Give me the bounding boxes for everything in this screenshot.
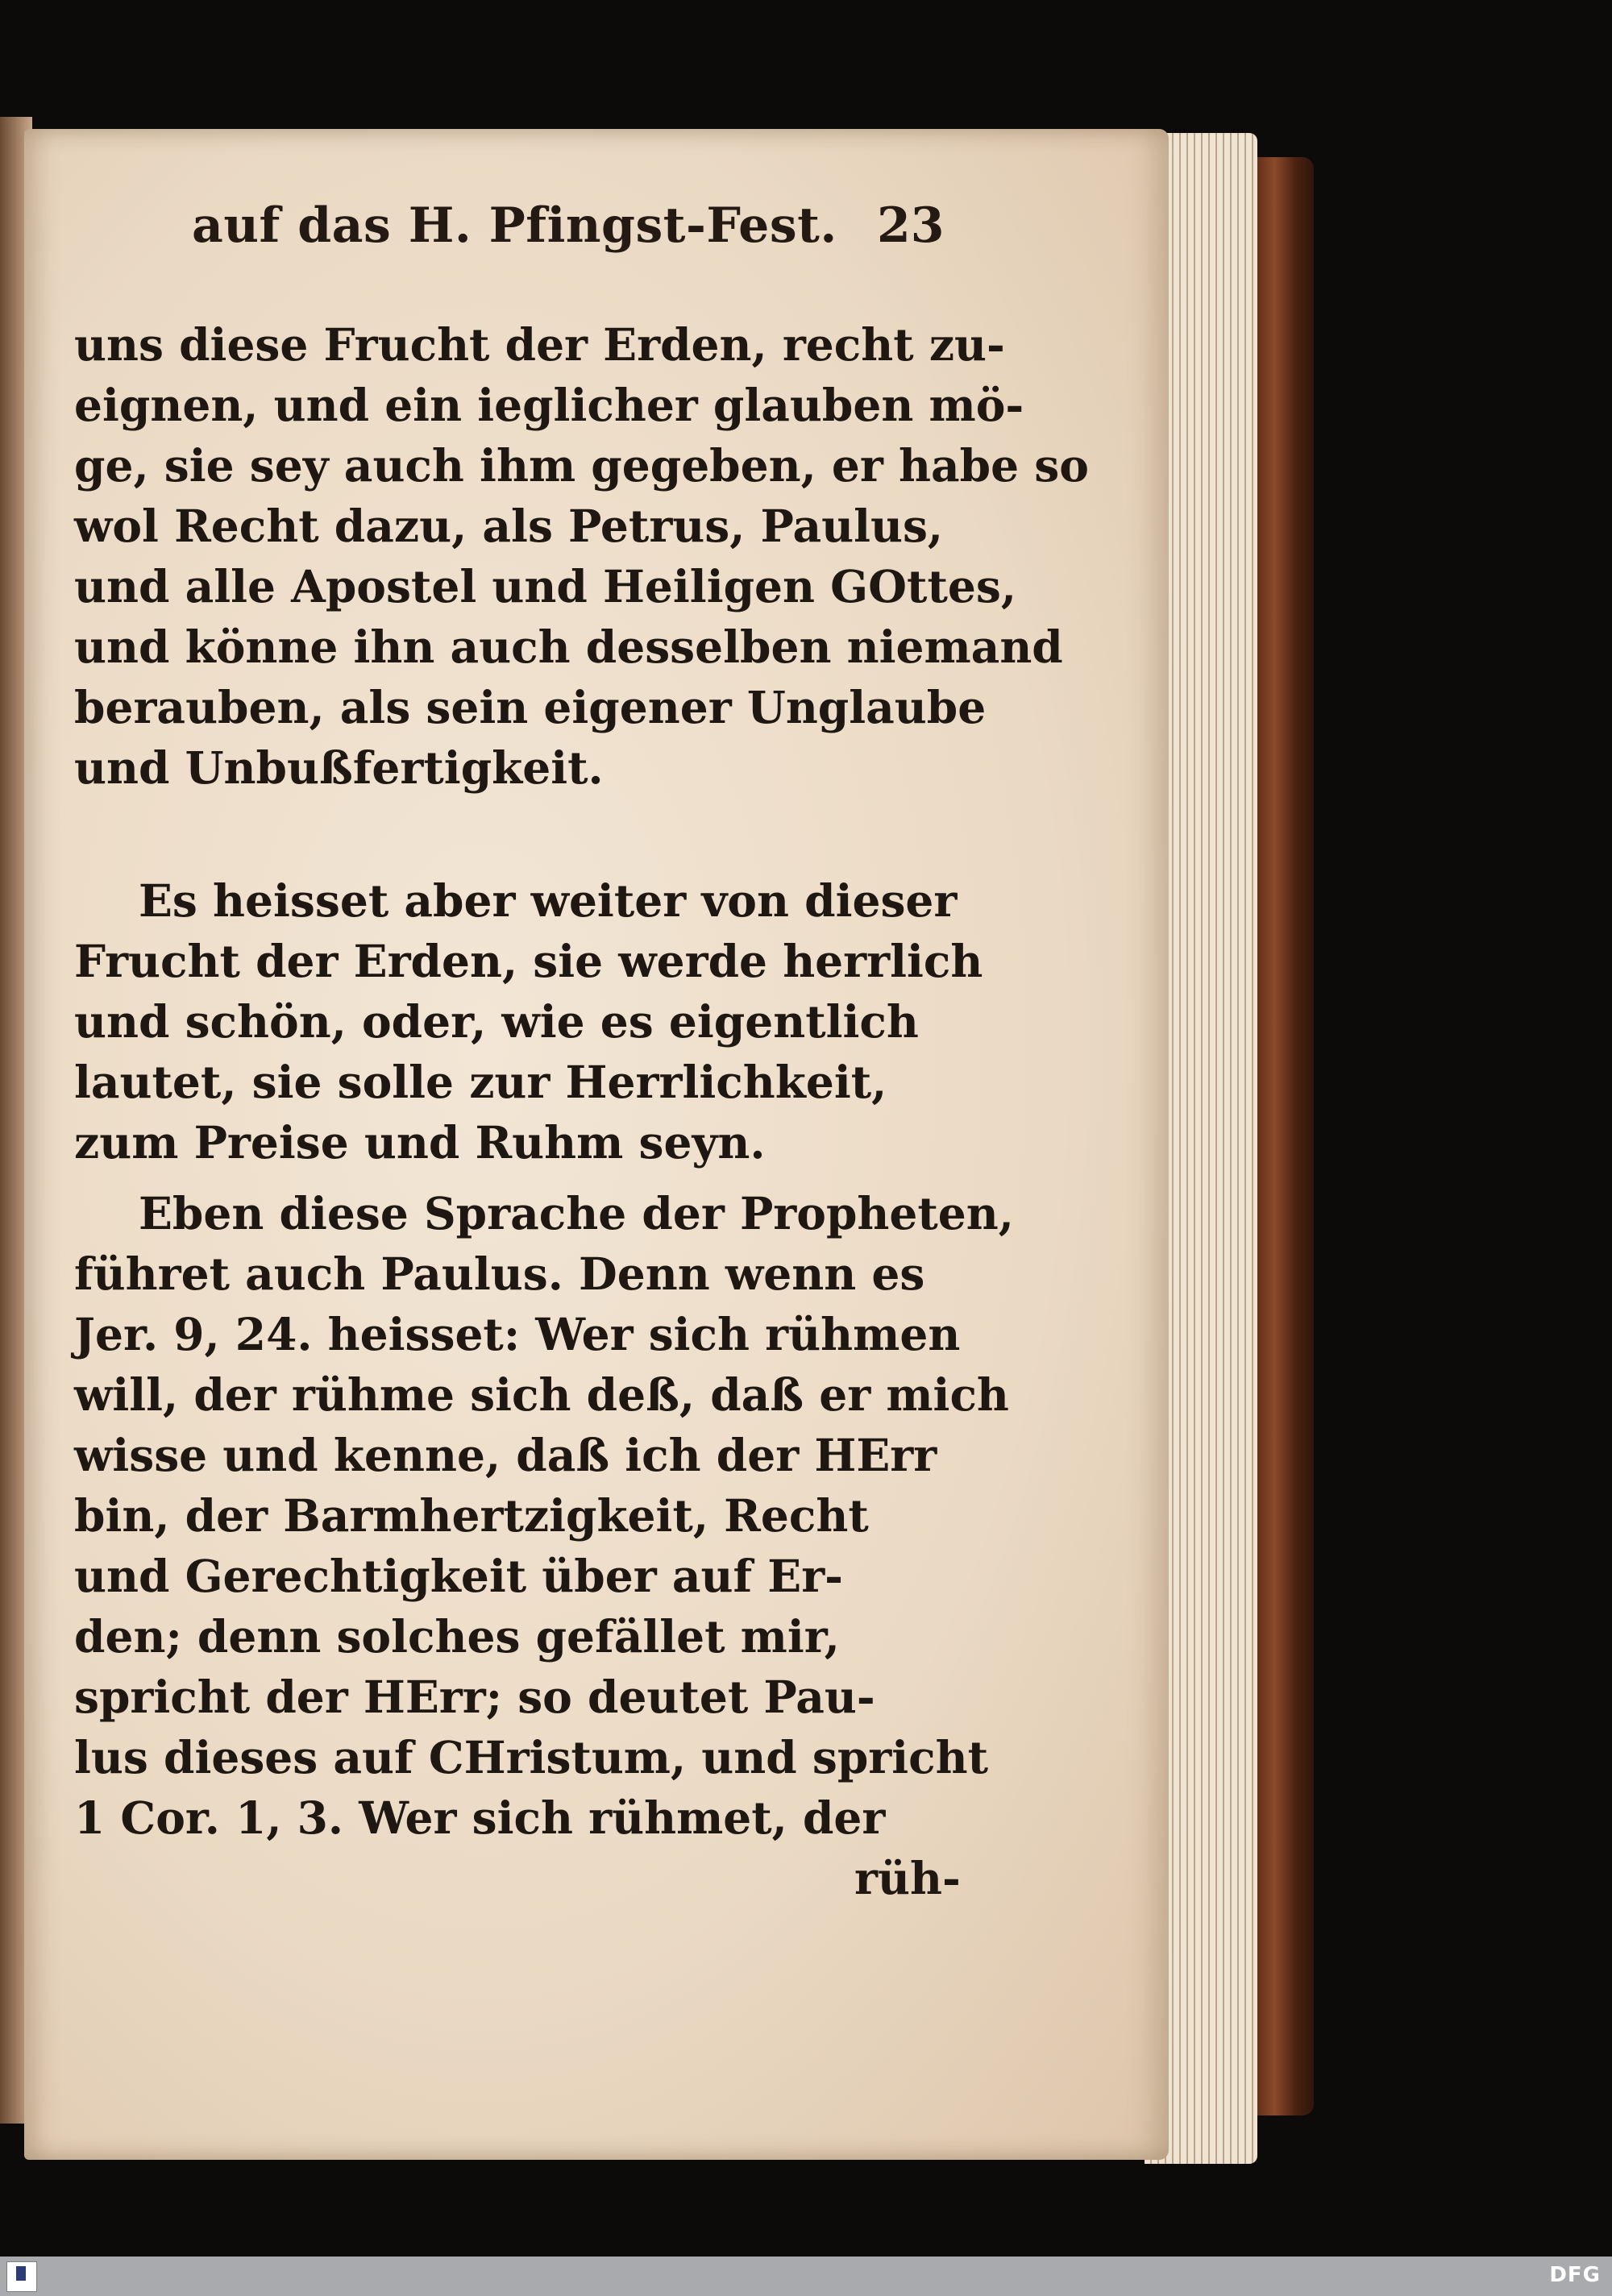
text-line: eignen, und ein ieglicher glauben mö- [74,379,1024,431]
text-line: will, der rühme sich deß, daß er mich [74,1368,1009,1421]
text-line: und Gerechtigkeit über auf Er- [74,1550,844,1602]
text-line: den; denn solches gefället mir, [74,1610,840,1663]
text-line: lus dieses auf CHristum, und spricht [74,1731,989,1783]
page-number: 23 [877,197,945,254]
text-line: berauben, als sein eigener Unglaube [74,681,987,733]
library-logo-mark [16,2266,26,2281]
text-line: und könne ihn auch desselben niemand [74,621,1063,673]
dfg-logo: DFG [1549,2263,1601,2287]
text-line: Es heisset aber weiter von dieser [139,874,958,927]
text-line: und alle Apostel und Heiligen GOttes, [74,560,1016,612]
text-line: wol Recht dazu, als Petrus, Paulus, [74,500,944,552]
text-line: ge, sie sey auch ihm gegeben, er habe so [74,439,1089,492]
catchword: rüh- [854,1852,961,1904]
text-line: uns diese Frucht der Erden, recht zu- [74,318,1005,371]
running-head-title: auf das H. Pfingst-Fest. [192,197,837,254]
text-line: zum Preise und Ruhm seyn. [74,1116,766,1169]
viewer-footer-bar [0,2257,1612,2296]
running-head [0,197,1612,254]
text-line: 1 Cor. 1, 3. Wer sich rühmet, der [74,1792,886,1844]
text-line: Frucht der Erden, sie werde herrlich [74,935,983,987]
book-cover-edge [1253,157,1314,2115]
text-line: Eben diese Sprache der Propheten, [139,1187,1014,1239]
text-line: wisse und kenne, daß ich der HErr [74,1429,937,1481]
text-line: und schön, oder, wie es eigentlich [74,995,919,1048]
text-line: führet auch Paulus. Denn wenn es [74,1248,925,1300]
text-line: bin, der Barmhertzigkeit, Recht [74,1489,869,1542]
text-line: lautet, sie solle zur Herrlichkeit, [74,1056,887,1108]
text-line: spricht der HErr; so deutet Pau- [74,1671,875,1723]
text-line: Jer. 9, 24. heisset: Wer sich rühmen [74,1308,961,1360]
text-line: und Unbußfertigkeit. [74,741,604,794]
